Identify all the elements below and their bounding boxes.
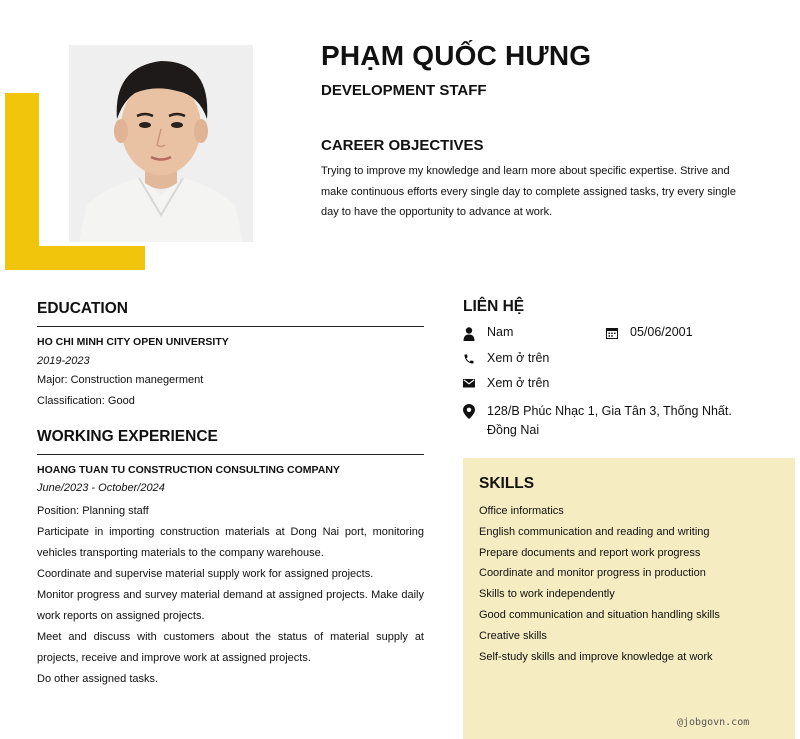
yellow-accent-horizontal (5, 246, 145, 270)
experience-period: June/2023 - October/2024 (37, 482, 165, 494)
location-pin-icon (463, 402, 487, 419)
skill-item: Coordinate and monitor progress in production (479, 567, 706, 580)
career-objectives-heading: CAREER OBJECTIVES (321, 137, 484, 154)
gender-value: Nam (487, 325, 514, 339)
experience-heading: WORKING EXPERIENCE (37, 428, 218, 445)
duty-item: Coordinate and supervise material supply work for assigned projects. (37, 568, 374, 580)
experience-divider (37, 454, 424, 455)
skills-heading: SKILLS (479, 475, 535, 492)
education-major: Major: Construction manegerment (37, 374, 204, 386)
watermark-text: @jobgovn.com (677, 717, 750, 728)
education-period: 2019-2023 (37, 355, 90, 367)
phone-icon (463, 351, 487, 365)
person-icon (463, 325, 487, 341)
company-name: HOANG TUAN TU CONSTRUCTION CONSULTING COMPANY (37, 464, 340, 476)
duty-item: Participate in importing construction materials at Dong Nai port, monitoring vehicles transporting materials to the company warehouse. (37, 526, 424, 559)
job-title: DEVELOPMENT STAFF (321, 82, 487, 99)
candidate-name: PHẠM QUỐC HƯNG (321, 40, 592, 71)
phone-value: Xem ở trên (487, 351, 550, 365)
career-objectives-text: Trying to improve my knowledge and learn more about specific expertise. Strive and make continuous efforts every single day to complete assigned tasks, try every single day to have the opportunity to advance at work. (321, 165, 736, 218)
email-value: Xem ở trên (487, 376, 550, 390)
education-entry (37, 336, 424, 414)
profile-photo (69, 45, 253, 242)
yellow-accent-vertical (5, 93, 39, 270)
contact-phone-row (463, 351, 549, 365)
experience-entry (37, 464, 424, 690)
mail-icon (463, 376, 487, 388)
address-value: 128/B Phúc Nhạc 1, Gia Tân 3, Thống Nhất. Đồng Nai (487, 404, 732, 437)
contact-email-row (463, 376, 549, 390)
contact-gender-row (463, 325, 693, 341)
birthday-value: 05/06/2001 (630, 325, 693, 339)
skills-list (479, 501, 720, 667)
skill-item: Office informatics (479, 505, 564, 517)
skill-item: English communication and reading and writing (479, 525, 710, 538)
contact-address-row (463, 402, 748, 440)
duty-item: Meet and discuss with customers about the status of material supply at projects, receive and improve work at assigned projects. (37, 631, 424, 664)
experience-position: Position: Planning staff (37, 505, 149, 517)
school-name: HO CHI MINH CITY OPEN UNIVERSITY (37, 336, 229, 348)
skill-item: Creative skills (479, 629, 547, 642)
skill-item: Skills to work independently (479, 588, 615, 601)
education-divider (37, 326, 424, 327)
education-heading: EDUCATION (37, 300, 128, 317)
duty-item: Do other assigned tasks. (37, 673, 159, 685)
duty-item: Monitor progress and survey material demand at assigned projects. Make daily work reports on assigned projects. (37, 589, 424, 622)
calendar-icon (606, 325, 630, 339)
contact-heading: LIÊN HỆ (463, 298, 525, 315)
education-classification: Classification: Good (37, 395, 135, 407)
skill-item: Good communication and situation handling skills (479, 608, 720, 621)
skill-item: Prepare documents and report work progress (479, 546, 701, 559)
skill-item: Self-study skills and improve knowledge at work (479, 650, 713, 663)
